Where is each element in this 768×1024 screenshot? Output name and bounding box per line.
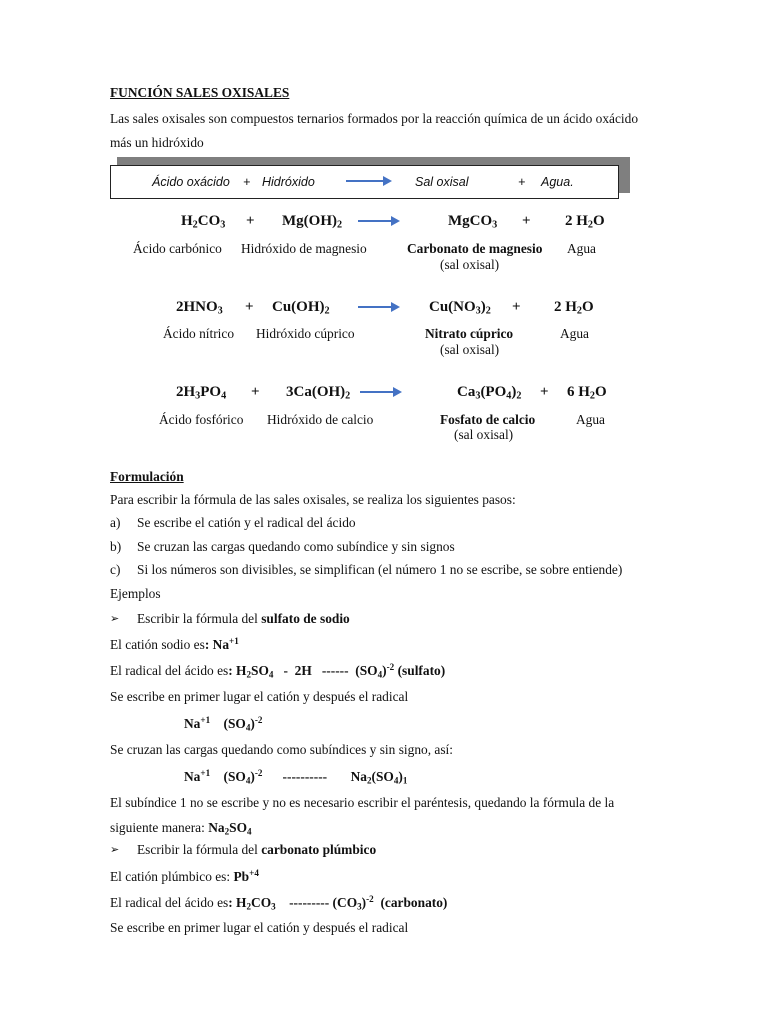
schema-sal: Sal oxisal [415,175,469,189]
order-text: Se escribe en primer lugar el catión y después el radical [110,689,409,704]
step-marker: b) [110,539,122,554]
cation-text: El catión sodio es [110,637,205,652]
formula-cuoh2: $Cu(OH)_2$ [272,299,330,317]
note-line-2-text: siguiente manera: [110,820,205,835]
product-name: Agua [560,326,590,341]
sal-note: (sal oxisal) [440,257,500,272]
reactant-name: Ácido nítrico [163,326,235,341]
arrow-bullet-icon: ➢ [110,612,120,625]
note-line-1: El subíndice 1 no se escribe y no es necesario escribir el paréntesis, quedando la fórmula de la [110,795,615,810]
example-2-cation: El catión plúmbico es: $Pb^{+4}$ [110,868,259,884]
sal-note: (sal oxisal) [454,427,514,442]
intro-line-1: Las sales oxisales son compuestos ternarios formados por la reacción química de un ácido oxácido [110,111,639,126]
example-1-radical: El radical del ácido es: $H_2SO_4 - 2H$ ------ $(SO_4)^{-2}$ (sulfato) [110,662,446,680]
reactant-name: Hidróxido de calcio [267,412,374,427]
step-text: Se cruzan las cargas quedando como subíndice y sin signos [137,539,455,554]
radical-text: El radical del ácido es [110,663,229,678]
schema-plus-1: + [243,175,251,189]
formula-2h2o: 2 $H_2O$ [554,299,594,317]
formula-2h3po4: $2H_3PO_4$ [176,384,227,402]
step-text: Si los números son divisibles, se simplifican (el número 1 no se escribe, se sobre entiende) [137,562,623,577]
example-2-radical: El radical del ácido es: $H_2CO_3$ --------- $(CO_3)^{-2}$ (carbonato) [110,894,448,912]
formula-3caoh2: $3Ca(OH)_2$ [286,384,351,402]
plus-sign: + [512,299,521,315]
note-line-2: siguiente manera: $Na_2SO_4$ [110,820,252,837]
product-name: Fosfato de calcio [440,412,536,427]
plus-sign: + [522,213,531,229]
product-name: Agua [567,241,597,256]
arrow-icon [358,220,398,222]
formula-2hno3: $2HNO_3$ [176,299,223,317]
arrow-icon [346,180,390,182]
schema-agua: Agua. [541,175,574,189]
reactant-name: Hidróxido de magnesio [241,241,367,256]
order-text: Se escribe en primer lugar el catión y después el radical [110,920,409,935]
sal-note: (sal oxisal) [440,342,500,357]
example-1-heading-bold: sulfato de sodio [261,611,350,626]
example-2-heading-bold: carbonato plúmbico [261,842,377,857]
plus-sign: + [246,213,255,229]
reactant-name: Hidróxido cúprico [256,326,355,341]
crossed-formula: $Na^{+1}$ $(SO_4)^{-2}$ ---------- $Na_2(SO_4)_1$ [184,768,408,786]
examples-label: Ejemplos [110,586,161,601]
formula-mgco3: MgCO$_3$ [448,213,498,231]
schema-acido: Ácido oxácido [152,175,230,189]
product-name: Carbonato de magnesio [407,241,543,256]
radical-name: (carbonato) [380,895,448,910]
section-heading: Formulación [110,469,184,484]
radical-text: El radical del ácido es [110,895,229,910]
formula-6h2o: 6 $H_2O$ [567,384,607,402]
example-2-heading-text: Escribir la fórmula del [137,842,258,857]
formula-h2co3: $H_2CO_3$ [181,213,226,231]
arrow-bullet-icon: ➢ [110,843,120,856]
example-1-heading-text: Escribir la fórmula del [137,611,258,626]
step-text: Se escribe el catión y el radical del ácido [137,515,356,530]
formula-ca3po42: $Ca_3(PO_4)_2$ [457,384,522,402]
formula-2h2o: 2 $H_2O$ [565,213,605,231]
plus-sign: + [540,384,549,400]
plus-sign: + [251,384,260,400]
arrow-icon [360,391,400,393]
intro-line-2: más un hidróxido [110,135,204,150]
cross-text: Se cruzan las cargas quedando como subíndices y sin signo, así: [110,742,453,757]
cation-radical-formula: $Na^{+1}$ $(SO_4)^{-2}$ [184,715,263,733]
example-2-heading [137,842,376,858]
product-name: Agua [576,412,606,427]
formula-cuno32: $Cu(NO_3)_2$ [429,299,491,317]
arrow-icon [358,306,398,308]
reactant-name: Ácido carbónico [133,241,222,256]
step-marker: a) [110,515,121,530]
page-title: FUNCIÓN SALES OXISALES [110,85,290,100]
example-1-cation: El catión sodio es: $Na^{+1}$ [110,636,239,652]
reactant-name: Ácido fosfórico [159,412,244,427]
step-marker: c) [110,562,121,577]
plus-sign: + [245,299,254,315]
schema-hidroxido: Hidróxido [262,175,315,189]
product-name: Nitrato cúprico [425,326,514,341]
cation-text: El catión plúmbico es: [110,869,231,884]
section-intro: Para escribir la fórmula de las sales oxisales, se realiza los siguientes pasos: [110,492,516,507]
schema-plus-2: + [518,175,526,189]
example-1-heading [137,611,350,627]
formula-mgoh2: $Mg(OH)_2$ [282,213,343,231]
radical-name: (sulfato) [397,663,446,678]
